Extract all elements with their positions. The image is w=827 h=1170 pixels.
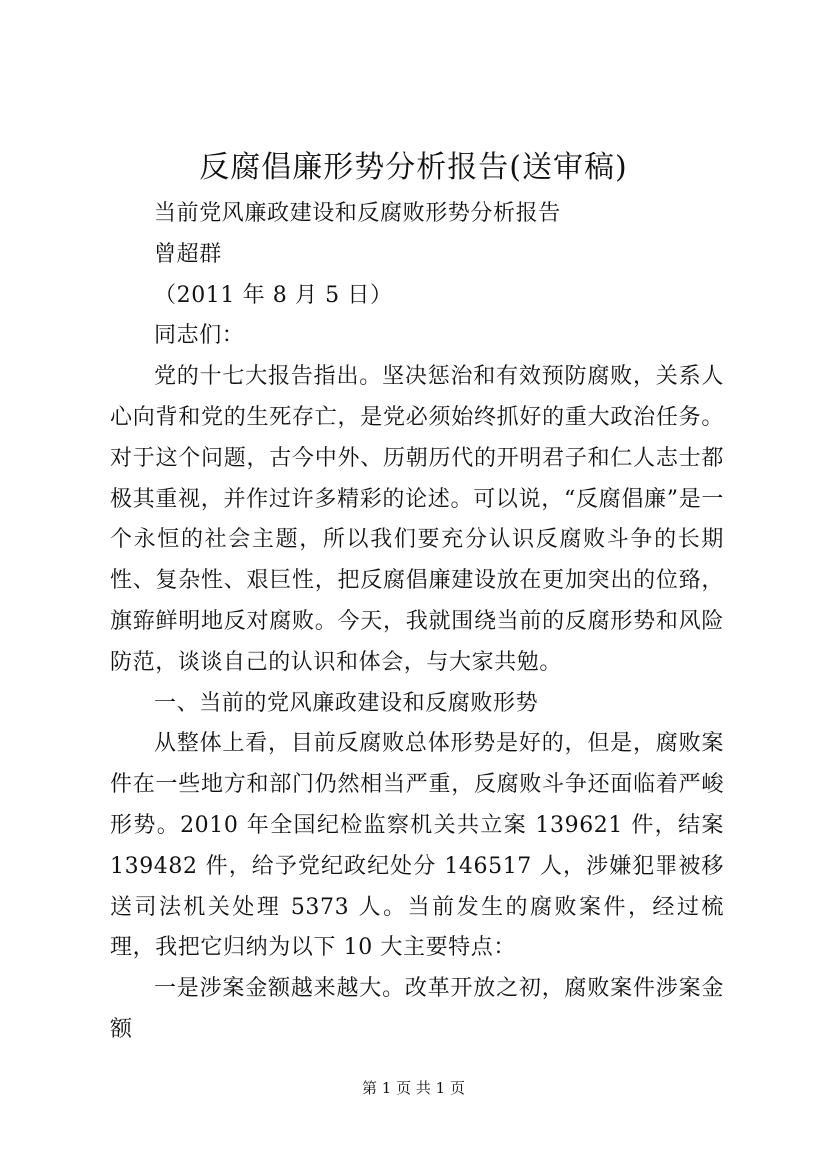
author: 曾超群	[154, 241, 222, 267]
subtitle: 当前党风廉政建设和反腐败形势分析报告	[154, 201, 561, 226]
paragraph-situation: 从整体上看，目前反腐败总体形势是好的，但是，腐败案件在一些地方和部门仍然相当严重，反腐败斗争还面临着严峻形势。2010 年全国纪检监察机关共立案 139621 件，结案 139482 件，给予党纪政纪处分 146517 人，涉嫌犯罪被移送司法机关处理 5373 人。当前发生的腐败案件，经过梳理，我把它归纳为以下 10 大主要特点：	[110, 731, 724, 961]
paragraph-point-one: 一是涉案金额越来越大。改革开放之初，腐败案件涉案金额	[110, 976, 724, 1042]
document-title: 反腐倡廉形势分析报告(送审稿)	[199, 150, 628, 185]
page-footer: 第 1 页 共 1 页	[362, 1079, 465, 1097]
salutation: 同志们：	[154, 323, 245, 349]
paragraph-intro: 党的十七大报告指出。坚决惩治和有效预防腐败，关系人心向背和党的生死存亡，是党必须始终抓好的重大政治任务。对于这个问题，古今中外、历朝历代的开明君子和仁人志士都极其重视，并作过许多精彩的论述。可以说，“反腐倡廉”是一个永恒的社会主题，所以我们要充分认识反腐败斗争的长期性、复杂性、艰巨性，把反腐倡廉建设放在更加突出的位臵，旗臶鲜明地反对腐败。今天，我就围绕当前的反腐形势和风险防范，谈谈自己的认识和体会，与大家共勉。	[110, 364, 724, 675]
section-heading: 一、当前的党风廉政建设和反腐败形势	[154, 690, 539, 716]
document-body	[110, 194, 724, 1051]
date: （2011 年 8 月 5 日）	[154, 282, 393, 308]
